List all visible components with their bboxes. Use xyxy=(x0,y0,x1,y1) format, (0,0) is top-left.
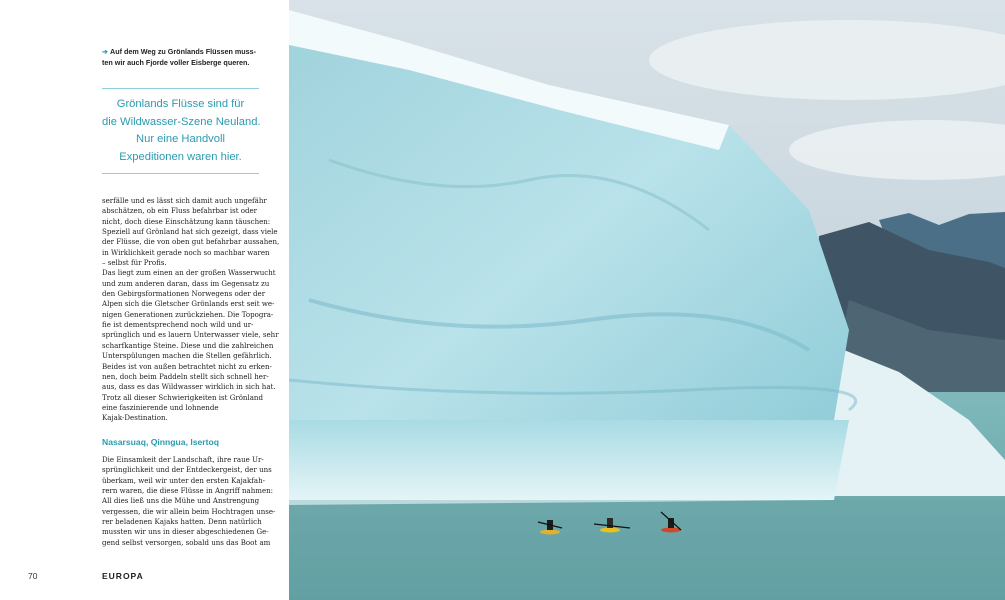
body-paragraph-2 xyxy=(102,455,276,548)
pullquote-line: Grönlands Flüsse sind für xyxy=(116,98,245,110)
pullquote-line: Expeditionen waren hier. xyxy=(119,150,242,163)
body-line: Kajak-Destination. xyxy=(102,413,168,423)
body-line: sprünglich und es lauern Unterwasser viele, sehr xyxy=(102,330,279,340)
iceberg-photo-illustration xyxy=(289,0,1005,600)
pullquote-top-rule xyxy=(102,88,259,89)
section-label: EUROPA xyxy=(102,571,144,581)
water-shadow xyxy=(289,500,1005,600)
body-line: fie ist dementsprechend noch wild und ur- xyxy=(102,320,254,330)
body-line: und zum anderen daran, dass im Gegensatz zu xyxy=(102,278,270,288)
body-line: nicht, doch diese Einschätzung kann täuschen: xyxy=(102,216,271,226)
body-line: in Wirklichkeit gerade noch so machbar waren xyxy=(102,247,270,257)
arrow-right-icon: ➔ xyxy=(102,47,109,56)
body-line: serfälle und es lässt sich damit auch ungefähr xyxy=(102,196,267,205)
body-line: aus, dass es das Wildwasser wirklich in sich hat. xyxy=(102,382,276,392)
body-line: überkam, weil wir unter den ersten Kajakfah- xyxy=(102,475,266,485)
body-line: nigen Generationen zurückziehen. Die Topogra- xyxy=(102,309,274,319)
body-line: den Gebirgsformationen Norwegens oder der xyxy=(102,289,266,299)
body-line: scharfkantige Steine. Diese und die zahlreichen xyxy=(102,340,274,350)
iceberg-base xyxy=(289,420,849,505)
body-line: gend selbst versorgen, sobald uns das Boot am xyxy=(102,537,271,547)
page-number: 70 xyxy=(28,571,38,581)
iceberg-photo xyxy=(289,0,1005,600)
body-line: sprünglichkeit und der Entdeckergeist, der uns xyxy=(102,465,272,475)
body-line: Das liegt zum einen an der großen Wasserwucht xyxy=(102,268,276,278)
body-line: Unterspülungen machen die Stellen gefährlich. xyxy=(102,351,272,361)
pullquote-bottom-rule xyxy=(102,173,259,174)
body-line: rer beladenen Kajaks hatten. Denn natürlich xyxy=(102,517,262,527)
body-line: eine faszinierende und lohnende xyxy=(102,402,219,412)
body-line: – selbst für Profis. xyxy=(102,258,167,268)
body-line: rern waren, die diese Flüsse in Angriff nahmen: xyxy=(102,486,274,496)
pullquote-line: die Wildwasser-Szene Neuland. xyxy=(102,115,261,128)
body-line: der Flüsse, die von oben gut befahrbar aussahen, xyxy=(102,237,280,247)
section-subheading: Nasarsuaq, Qinngua, Isertoq xyxy=(102,437,219,447)
body-line: Die Einsamkeit der Landschaft, ihre raue Ur- xyxy=(102,455,264,464)
text-column xyxy=(0,0,289,600)
body-line: vergessen, die wir allein beim Hochtragen unse- xyxy=(102,506,276,516)
body-line: Beides ist von außen betrachtet nicht zu erken- xyxy=(102,361,272,371)
body-line: abschätzen, ob ein Fluss befahrbar ist oder xyxy=(102,206,258,216)
body-line: mussten wir uns in dieser abgeschiedenen Ge- xyxy=(102,527,269,537)
pullquote xyxy=(102,96,259,166)
body-line: Alpen sich die Gletscher Grönlands erst seit we- xyxy=(102,299,275,309)
body-paragraph-1 xyxy=(102,196,280,424)
body-line: All dies ließ uns die Mühe und Anstrengung xyxy=(102,496,260,506)
caption-line: ten wir auch Fjorde voller Eisberge queren. xyxy=(102,58,250,67)
pullquote-line: Nur eine Handvoll xyxy=(136,133,225,146)
body-line: Speziell auf Grönland hat sich gezeigt, dass viele xyxy=(102,227,278,237)
caption-line: ➔ Auf dem Weg zu Grönlands Flüssen muss- xyxy=(102,47,257,56)
body-line: nen, doch beim Paddeln stellt sich schnell her- xyxy=(102,371,269,381)
body-line: Trotz all dieser Schwierigkeiten ist Grönland xyxy=(102,392,263,402)
photo-caption xyxy=(102,46,262,68)
